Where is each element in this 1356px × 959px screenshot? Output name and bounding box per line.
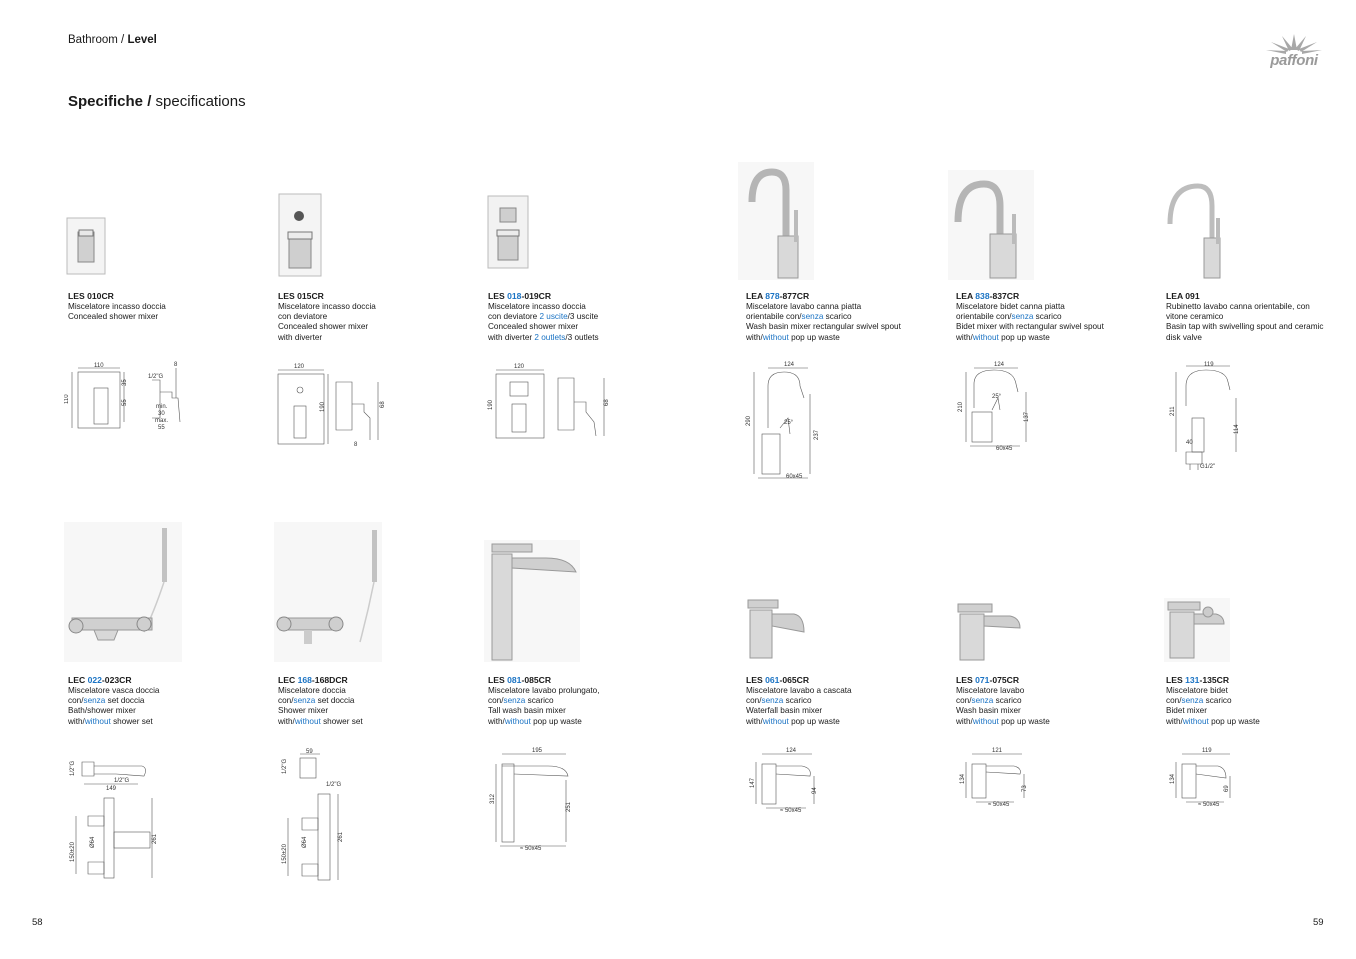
dim-label: 119 bbox=[1204, 362, 1214, 368]
product-desc-it-2 bbox=[1166, 696, 1346, 706]
product-lec-168 bbox=[278, 675, 458, 727]
product-desc-it: Miscelatore incasso doccia bbox=[278, 302, 376, 311]
product-desc-en: Concealed shower mixer bbox=[68, 312, 159, 322]
desc-part: con/ bbox=[956, 696, 972, 706]
product-photo-lec-168 bbox=[274, 522, 382, 662]
product-code bbox=[1166, 291, 1341, 302]
desc-part: pop up waste bbox=[998, 332, 1050, 342]
product-les-061 bbox=[746, 675, 926, 727]
desc-part: orientabile con/ bbox=[746, 312, 802, 322]
code-suffix: -877CR bbox=[779, 291, 810, 301]
dim-label: 237 bbox=[814, 429, 820, 440]
product-photo-les-015 bbox=[274, 190, 324, 280]
dimension-drawing-lea-838 bbox=[954, 358, 1040, 454]
product-desc-it: Miscelatore bidet bbox=[1166, 686, 1228, 695]
desc-part: con/ bbox=[278, 696, 294, 706]
desc-part: with/ bbox=[488, 716, 505, 726]
desc-part: scarico bbox=[525, 696, 554, 706]
product-desc-it-2 bbox=[746, 696, 926, 706]
desc-part: with/ bbox=[956, 716, 973, 726]
product-code bbox=[956, 291, 1156, 302]
page-number-right: 59 bbox=[1313, 917, 1324, 928]
product-desc-en-2 bbox=[68, 717, 248, 727]
dim-label: 251 bbox=[566, 801, 572, 812]
desc-part: pop up waste bbox=[998, 716, 1050, 726]
dim-label: 59 bbox=[306, 749, 313, 755]
dim-label: 55 bbox=[158, 425, 165, 431]
dimension-drawing-les-061 bbox=[746, 744, 826, 818]
dim-label: 1/2"G bbox=[148, 374, 164, 380]
dim-label: 68 bbox=[604, 399, 610, 406]
desc-part: con deviatore bbox=[488, 312, 540, 322]
dim-label: 149 bbox=[106, 786, 117, 792]
dim-label: 150±20 bbox=[70, 842, 76, 862]
code-highlight: 018 bbox=[507, 291, 522, 301]
desc-part: pop up waste bbox=[1208, 716, 1260, 726]
product-photo-les-010 bbox=[64, 212, 108, 278]
product-photo-les-061 bbox=[744, 596, 806, 662]
code-suffix: -085CR bbox=[521, 675, 552, 685]
product-lea-838 bbox=[956, 291, 1156, 343]
code-suffix: -837CR bbox=[989, 291, 1020, 301]
product-les-018 bbox=[488, 291, 668, 343]
dim-label: Ø64 bbox=[90, 836, 96, 848]
product-photo-lea-838 bbox=[948, 170, 1034, 280]
product-desc-it-2 bbox=[956, 696, 1136, 706]
desc-part: with/ bbox=[746, 716, 763, 726]
product-les-081 bbox=[488, 675, 668, 727]
dim-label: 1/2"G bbox=[70, 760, 76, 776]
desc-part: set doccia bbox=[315, 696, 355, 706]
product-desc-it-2: vitone ceramico bbox=[1166, 312, 1224, 322]
dimension-drawing-les-010 bbox=[64, 358, 204, 434]
desc-highlight: 2 uscite bbox=[539, 312, 568, 322]
dim-label: min. bbox=[156, 404, 168, 410]
dim-label: 40 bbox=[1186, 440, 1193, 446]
dimension-drawing-les-071 bbox=[956, 744, 1036, 810]
desc-part: pop up waste bbox=[530, 716, 582, 726]
product-desc-en: Basin tap with swivelling spout and ceramic bbox=[1166, 322, 1324, 332]
product-desc-it-2 bbox=[746, 312, 946, 322]
desc-highlight: senza bbox=[801, 312, 824, 322]
breadcrumb-prefix: Bathroom / bbox=[68, 34, 125, 46]
product-desc-it: Miscelatore incasso doccia bbox=[68, 302, 166, 311]
code-highlight: 168 bbox=[297, 675, 312, 685]
product-desc-it: Miscelatore incasso doccia bbox=[488, 302, 586, 311]
desc-highlight: senza bbox=[971, 696, 994, 706]
dim-label: 60x45 bbox=[786, 474, 803, 480]
product-photo-lea-878 bbox=[738, 162, 814, 280]
dim-label: 190 bbox=[320, 401, 326, 412]
dim-label: 120 bbox=[514, 364, 525, 370]
dim-label: G1/2" bbox=[1200, 464, 1216, 470]
product-desc-it: Miscelatore doccia bbox=[278, 686, 346, 695]
desc-highlight: senza bbox=[293, 696, 316, 706]
product-code bbox=[746, 291, 946, 302]
dim-label: 69 bbox=[1224, 785, 1230, 792]
dim-label: 68 bbox=[380, 401, 386, 408]
desc-highlight: without bbox=[1182, 716, 1209, 726]
dimension-drawing-les-018 bbox=[484, 360, 610, 444]
dim-label: 210 bbox=[958, 401, 964, 412]
product-desc-en-2 bbox=[278, 717, 458, 727]
dimension-drawing-lec-168 bbox=[276, 746, 362, 888]
product-lea-091 bbox=[1166, 291, 1341, 343]
desc-highlight: without bbox=[762, 332, 789, 342]
product-desc-en-2 bbox=[956, 333, 1156, 343]
dim-label: ≈ 50x45 bbox=[988, 802, 1010, 808]
breadcrumb bbox=[68, 34, 157, 46]
product-code bbox=[68, 675, 248, 686]
desc-part: shower set bbox=[320, 716, 363, 726]
product-photo-lec-022 bbox=[64, 522, 182, 662]
dim-label: 1/2"G bbox=[326, 782, 342, 788]
code-highlight: 081 bbox=[507, 675, 522, 685]
code-highlight: 061 bbox=[765, 675, 780, 685]
dim-label: 1/2"G bbox=[114, 778, 130, 784]
code-prefix: LEC bbox=[278, 675, 298, 685]
logo-text: paffoni bbox=[1270, 52, 1318, 69]
dimension-drawing-lec-022 bbox=[64, 752, 160, 886]
product-code bbox=[488, 291, 668, 302]
page-number-left: 58 bbox=[32, 917, 43, 928]
dim-label: ≈ 50x45 bbox=[1198, 802, 1220, 808]
dim-label: 137 bbox=[1024, 411, 1030, 422]
dim-label: 211 bbox=[1170, 406, 1176, 416]
code-suffix: -168DCR bbox=[311, 675, 348, 685]
code-prefix: LES bbox=[1166, 675, 1186, 685]
dim-label: Ø64 bbox=[302, 836, 308, 848]
product-desc-en-2: with diverter bbox=[278, 332, 323, 342]
code-suffix: -135CR bbox=[1199, 675, 1230, 685]
dim-label: 120 bbox=[294, 364, 305, 370]
desc-highlight: without bbox=[504, 716, 531, 726]
code-highlight: 878 bbox=[765, 291, 780, 301]
dim-label: 119 bbox=[1202, 748, 1212, 754]
product-code bbox=[278, 675, 458, 686]
desc-part: con/ bbox=[1166, 696, 1182, 706]
dim-label: 35 bbox=[122, 379, 128, 386]
desc-part: scarico bbox=[993, 696, 1022, 706]
dim-label: 312 bbox=[490, 793, 496, 804]
desc-part: with diverter bbox=[488, 332, 535, 342]
product-les-071 bbox=[956, 675, 1136, 727]
product-lea-878 bbox=[746, 291, 946, 343]
code-suffix: -075CR bbox=[989, 675, 1020, 685]
product-les-131 bbox=[1166, 675, 1346, 727]
product-desc-it-2: con deviatore bbox=[278, 312, 328, 322]
product-desc-it: Miscelatore lavabo canna piatta bbox=[746, 302, 862, 311]
dim-label: 8 bbox=[174, 362, 178, 368]
desc-highlight: senza bbox=[761, 696, 784, 706]
product-desc-en: Bath/shower mixer bbox=[68, 706, 136, 716]
title-rest: specifications bbox=[155, 93, 246, 110]
code-prefix: LES bbox=[746, 675, 766, 685]
dim-label: 55 bbox=[122, 399, 128, 406]
desc-part: set doccia bbox=[105, 696, 145, 706]
product-code-text: LES 010CR bbox=[68, 291, 114, 301]
dim-label: max. bbox=[155, 418, 169, 424]
code-suffix: -023CR bbox=[101, 675, 132, 685]
product-desc-it-2 bbox=[488, 696, 668, 706]
product-desc-en-2 bbox=[746, 333, 946, 343]
desc-highlight: senza bbox=[1011, 312, 1034, 322]
dim-label: 124 bbox=[994, 362, 1005, 368]
code-suffix: -019CR bbox=[521, 291, 552, 301]
product-les-010 bbox=[68, 291, 248, 322]
desc-highlight: 2 outlets bbox=[534, 332, 566, 342]
product-desc-it: Miscelatore lavabo bbox=[956, 686, 1025, 695]
desc-part: con/ bbox=[488, 696, 504, 706]
code-prefix: LEA bbox=[956, 291, 976, 301]
desc-part: with/ bbox=[956, 332, 973, 342]
dim-label: ≈ 50x45 bbox=[520, 846, 542, 852]
desc-part: scarico bbox=[1033, 312, 1062, 322]
product-code bbox=[68, 291, 248, 302]
dim-label: 1/2"G bbox=[282, 758, 288, 774]
product-desc-it-2 bbox=[956, 312, 1156, 322]
product-desc-en-2 bbox=[956, 717, 1136, 727]
dim-label: 150±20 bbox=[282, 844, 288, 864]
code-prefix: LEC bbox=[68, 675, 88, 685]
dim-label: 30 bbox=[158, 411, 165, 417]
code-prefix: LEA bbox=[746, 291, 766, 301]
product-desc-en: Bidet mixer bbox=[1166, 706, 1207, 716]
product-desc-it-2 bbox=[68, 696, 248, 706]
desc-part: with/ bbox=[278, 716, 295, 726]
product-code bbox=[488, 675, 668, 686]
dim-label: 73 bbox=[1022, 785, 1028, 792]
product-desc-en: Bidet mixer with rectangular swivel spout bbox=[956, 322, 1104, 332]
product-code bbox=[746, 675, 926, 686]
product-desc-it: Miscelatore vasca doccia bbox=[68, 686, 160, 695]
product-desc-it: Miscelatore bidet canna piatta bbox=[956, 302, 1065, 311]
dimension-drawing-les-015 bbox=[274, 360, 386, 450]
product-desc-en-2: disk valve bbox=[1166, 332, 1202, 342]
code-highlight: 022 bbox=[87, 675, 102, 685]
dim-label: 110 bbox=[94, 363, 104, 369]
dim-label: 290 bbox=[746, 415, 752, 426]
desc-highlight: without bbox=[972, 332, 999, 342]
desc-highlight: senza bbox=[83, 696, 106, 706]
desc-part: scarico bbox=[783, 696, 812, 706]
dim-label: 134 bbox=[1170, 773, 1176, 784]
product-code-text: LEA 091 bbox=[1166, 291, 1200, 301]
dim-label: 124 bbox=[786, 748, 797, 754]
breadcrumb-current: Level bbox=[127, 34, 157, 46]
desc-part: con/ bbox=[746, 696, 762, 706]
product-photo-lea-091 bbox=[1162, 178, 1240, 280]
code-suffix: -065CR bbox=[779, 675, 810, 685]
dim-label: 114 bbox=[1234, 424, 1240, 434]
desc-part: with/ bbox=[746, 332, 763, 342]
dim-label: 25° bbox=[992, 394, 1002, 400]
product-desc-en-2 bbox=[488, 717, 668, 727]
page-title bbox=[68, 93, 246, 110]
desc-highlight: senza bbox=[1181, 696, 1204, 706]
product-desc-en-2 bbox=[488, 333, 668, 343]
code-prefix: LES bbox=[956, 675, 976, 685]
desc-part: con/ bbox=[68, 696, 84, 706]
desc-highlight: without bbox=[84, 716, 111, 726]
dimension-drawing-lea-878 bbox=[744, 358, 830, 482]
desc-part: scarico bbox=[823, 312, 852, 322]
title-bold: Specifiche / bbox=[68, 93, 152, 110]
dim-label: 94 bbox=[812, 787, 818, 794]
product-desc-it-2 bbox=[488, 312, 668, 322]
dim-label: 110 bbox=[64, 394, 70, 404]
dim-label: 190 bbox=[488, 399, 494, 410]
product-desc-en: Shower mixer bbox=[278, 706, 329, 716]
desc-part: pop up waste bbox=[788, 716, 840, 726]
dimension-drawing-lea-091 bbox=[1166, 358, 1246, 474]
product-desc-en: Wash basin mixer rectangular swivel spout bbox=[746, 322, 901, 332]
desc-highlight: without bbox=[972, 716, 999, 726]
desc-highlight: without bbox=[294, 716, 321, 726]
product-desc-it: Miscelatore lavabo a cascata bbox=[746, 686, 852, 695]
desc-part: with/ bbox=[1166, 716, 1183, 726]
product-code-text: LES 015CR bbox=[278, 291, 324, 301]
desc-part: /3 uscite bbox=[567, 312, 599, 322]
product-desc-en: Waterfall basin mixer bbox=[746, 706, 823, 716]
desc-part: pop up waste bbox=[788, 332, 840, 342]
product-code bbox=[1166, 675, 1346, 686]
dim-label: 147 bbox=[750, 777, 756, 788]
product-desc-en: Concealed shower mixer bbox=[278, 322, 369, 332]
product-code bbox=[956, 675, 1136, 686]
product-desc-en: Tall wash basin mixer bbox=[488, 706, 566, 716]
desc-part: scarico bbox=[1203, 696, 1232, 706]
product-photo-les-131 bbox=[1164, 598, 1230, 662]
desc-part: with/ bbox=[68, 716, 85, 726]
product-photo-les-081 bbox=[484, 540, 580, 662]
product-desc-it: Miscelatore lavabo prolungato, bbox=[488, 686, 600, 695]
product-photo-les-018 bbox=[484, 192, 532, 272]
desc-part: shower set bbox=[110, 716, 153, 726]
product-desc-it: Rubinetto lavabo canna orientabile, con bbox=[1166, 302, 1310, 311]
code-highlight: 071 bbox=[975, 675, 990, 685]
dim-label: 195 bbox=[532, 748, 543, 754]
product-desc-en-2 bbox=[746, 717, 926, 727]
product-lec-022 bbox=[68, 675, 248, 727]
product-code bbox=[278, 291, 458, 302]
product-desc-it-2 bbox=[278, 696, 458, 706]
code-prefix: LES bbox=[488, 675, 508, 685]
code-prefix: LES bbox=[488, 291, 508, 301]
product-photo-les-071 bbox=[954, 600, 1024, 662]
dimension-drawing-les-131 bbox=[1166, 744, 1246, 810]
dimension-drawing-les-081 bbox=[486, 744, 582, 854]
product-desc-en-2 bbox=[1166, 717, 1346, 727]
desc-part: /3 outlets bbox=[565, 332, 599, 342]
code-highlight: 838 bbox=[975, 291, 990, 301]
desc-highlight: senza bbox=[503, 696, 526, 706]
dim-label: 8 bbox=[354, 442, 358, 448]
product-desc-en: Concealed shower mixer bbox=[488, 322, 579, 332]
dim-label: 121 bbox=[992, 748, 1003, 754]
dim-label: 134 bbox=[960, 773, 966, 784]
dim-label: 60x45 bbox=[996, 446, 1013, 452]
product-les-015 bbox=[278, 291, 458, 343]
product-desc-en: Wash basin mixer bbox=[956, 706, 1021, 716]
dim-label: 261 bbox=[338, 831, 344, 842]
dim-label: ≈ 50x45 bbox=[780, 808, 802, 814]
desc-highlight: without bbox=[762, 716, 789, 726]
code-highlight: 131 bbox=[1185, 675, 1200, 685]
dim-label: 261 bbox=[152, 833, 158, 844]
desc-part: orientabile con/ bbox=[956, 312, 1012, 322]
dim-label: 124 bbox=[784, 362, 795, 368]
dim-label: 25° bbox=[784, 420, 794, 426]
